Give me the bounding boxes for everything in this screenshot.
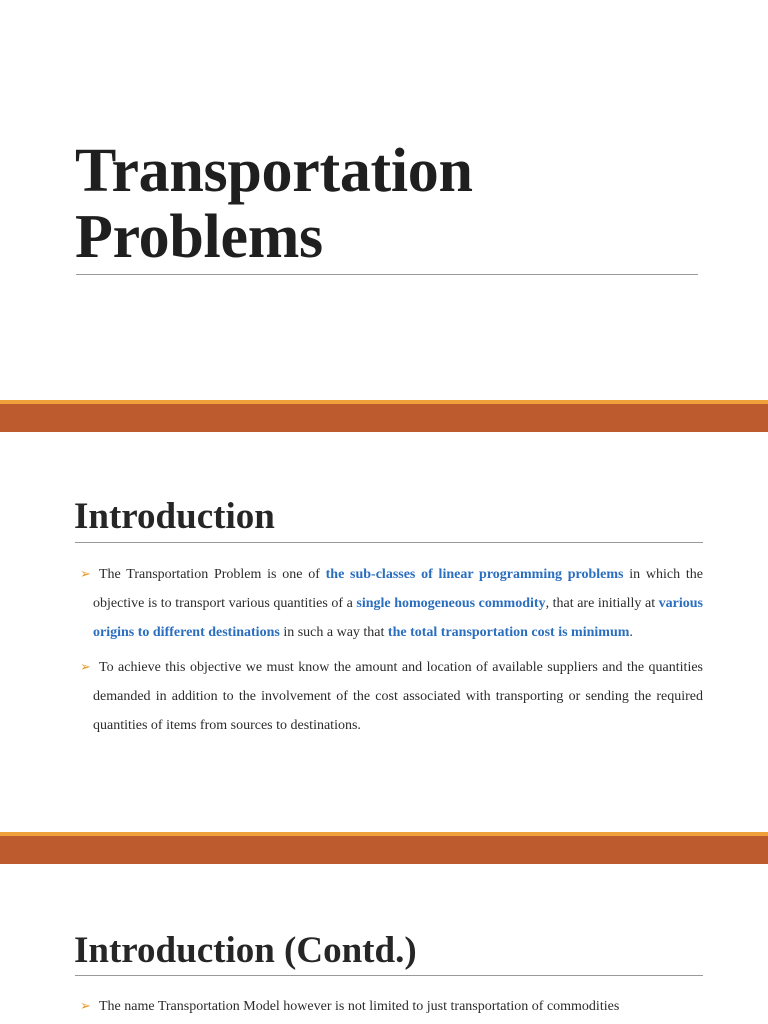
arrow-bullet-icon: ➢ (80, 566, 91, 581)
bullet-text: To achieve this objective we must know the amount and location of available suppliers and the quantities demanded in addition to the involvement of the cost associated with transporting or sending the required quantities of items from sources to destinations. (93, 660, 703, 733)
arrow-bullet-icon: ➢ (80, 659, 91, 674)
slide-separator (0, 400, 768, 432)
bullet-item (80, 653, 703, 740)
arrow-bullet-icon: ➢ (80, 998, 91, 1013)
heading-divider (75, 542, 703, 543)
title-slide (0, 0, 768, 400)
bullet-text (93, 560, 703, 647)
slide-title-line-2: Problems (75, 203, 323, 271)
bullet-text: The name Transportation Model however is not limited to just transportation of commodities (99, 999, 620, 1014)
highlight-text: single homogeneous commodity (356, 596, 546, 611)
title-divider (76, 274, 698, 275)
introduction-slide (0, 432, 768, 832)
slide-separator-accent (0, 832, 768, 836)
slide-title-line-1: Transportation (75, 137, 473, 205)
highlight-text: the total transportation cost is minimum (387, 625, 630, 640)
bullet-item (80, 992, 703, 1021)
section-heading: Introduction (74, 496, 275, 537)
heading-divider (75, 975, 703, 976)
highlight-text: various origins to different destinations (93, 596, 704, 640)
bullet-list (80, 992, 703, 1024)
slide-title (75, 138, 715, 270)
bullet-list (80, 560, 703, 746)
text-run: The Transportation Problem is one of (99, 567, 326, 582)
text-run: in which the objective is to transport various quantities of a (93, 567, 703, 611)
text-run: , that are initially at (545, 596, 659, 611)
text-run: in such a way that (279, 625, 388, 640)
slide-separator (0, 832, 768, 864)
highlight-text: the sub-classes of linear programming problems (325, 567, 624, 582)
introduction-contd-slide (0, 864, 768, 1024)
text-run: . (629, 625, 633, 640)
bullet-item (80, 560, 703, 647)
section-heading: Introduction (Contd.) (74, 930, 417, 971)
slide-separator-accent (0, 400, 768, 404)
